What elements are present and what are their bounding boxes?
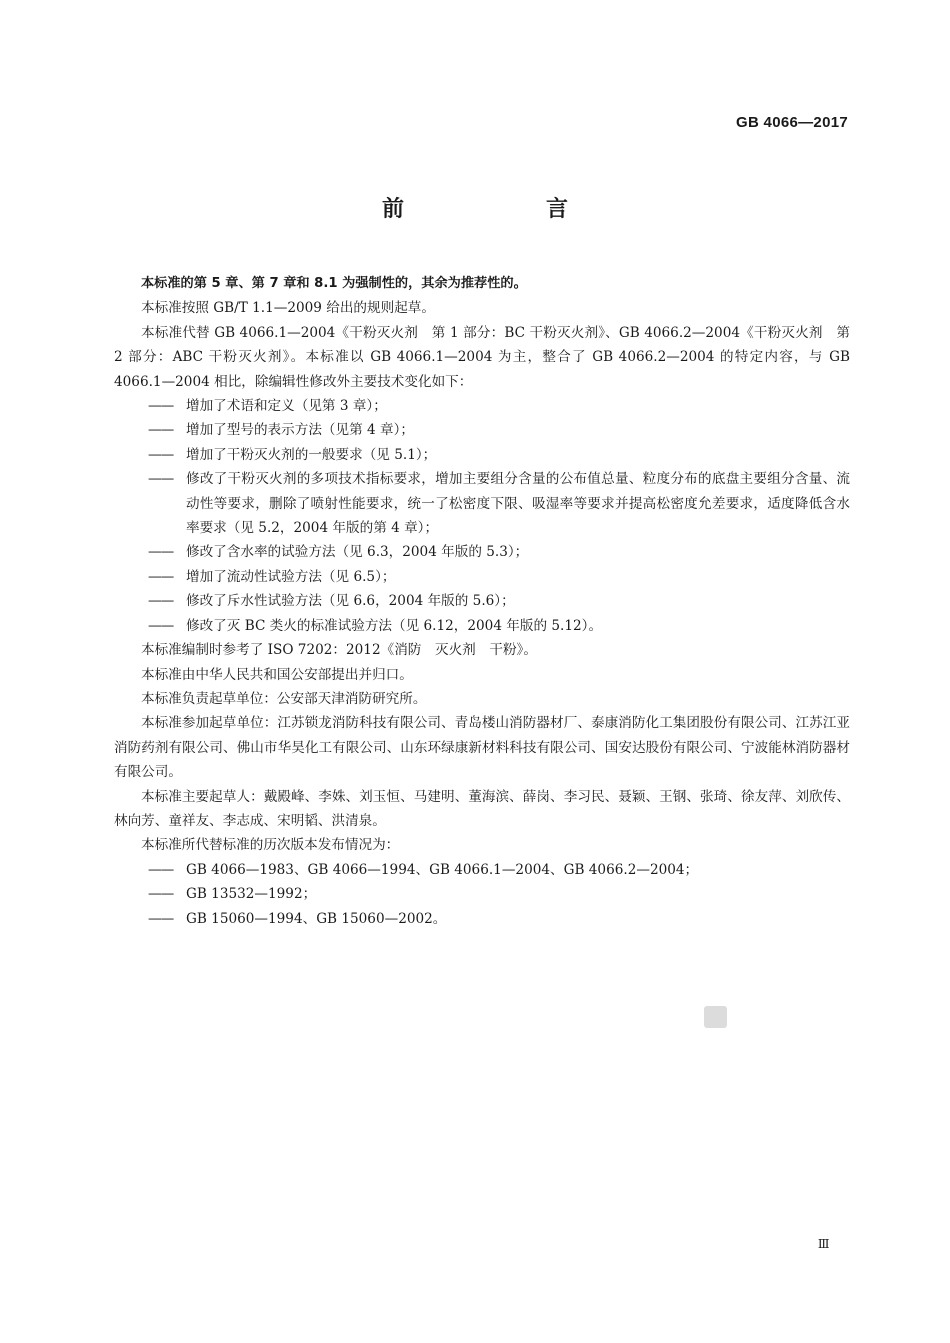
list-item: —— 增加了流动性试验方法（见 6.5）； [114,565,850,589]
standard-code: GB 4066—2017 [735,114,848,131]
list-item: —— 修改了灭 BC 类火的标准试验方法（见 6.12，2004 年版的 5.12）。 [114,614,850,638]
changes-list [114,394,850,638]
list-item: —— GB 15060—1994、GB 15060—2002。 [114,907,850,931]
history-list [114,858,850,931]
paragraph-proposer: 本标准由中华人民共和国公安部提出并归口。 [141,666,413,683]
paragraph-lead-drafter: 本标准负责起草单位：公安部天津消防研究所。 [141,690,427,707]
list-item: —— 增加了干粉灭火剂的一般要求（见 5.1）； [114,443,850,467]
paragraph-history-intro: 本标准所代替标准的历次版本发布情况为： [141,837,400,854]
list-dash: —— [148,544,174,561]
list-item: —— GB 4066—1983、GB 4066—1994、GB 4066.1—2004、GB 4066.2—2004； [114,858,850,882]
paragraph-drafters: 本标准主要起草人：戴殿峰、李姝、刘玉恒、马建明、董海滨、薛岗、李习民、聂颖、王钢、张琦、徐友萍、刘欣传、林向芳、童祥友、李志成、宋明韬、洪清泉。 [114,788,850,829]
list-dash: —— [148,568,174,585]
scan-artifact [704,1006,727,1028]
page-title: 前 言 [381,197,628,222]
list-dash: —— [148,422,174,439]
list-item: —— 修改了干粉灭火剂的多项技术指标要求，增加主要组分含量的公布值总量、粒度分布的底盘主要组分含量、流动性等要求，删除了喷射性能要求，统一了松密度下限、吸湿率等要求并提高松密度允差要求，适度降低含水率要求（见 5.2，2004 年版的第 4 章）； [114,467,850,540]
list-dash: —— [148,446,174,463]
document-body [114,272,850,931]
list-dash: —— [148,617,174,634]
paragraph-mandatory-note: 本标准的第 5 章、第 7 章和 8.1 为强制性的，其余为推荐性的。 [141,276,527,291]
list-dash: —— [148,398,174,415]
list-item: —— GB 13532—1992； [114,882,850,906]
paragraph-participants: 本标准参加起草单位：江苏锁龙消防科技有限公司、青岛楼山消防器材厂、泰康消防化工集团股份有限公司、江苏江亚消防药剂有限公司、佛山市华昊化工有限公司、山东环绿康新材料科技有限公司、国安达股份有限公司、宁波能林消防器材有限公司。 [114,715,850,781]
list-item: —— 增加了术语和定义（见第 3 章）； [114,394,850,418]
paragraph-reference: 本标准编制时参考了 ISO 7202：2012《消防 灭火剂 干粉》。 [141,642,537,659]
paragraph-replacement: 本标准代替 GB 4066.1—2004《干粉灭火剂 第 1 部分：BC 干粉灭火剂》、GB 4066.2—2004《干粉灭火剂 第 2 部分：ABC 干粉灭火剂》。本标准以 GB 4066.1—2004 为主，整合了 GB 4066.2—2004 的特定内容，与 GB 4066.1—2004 相比，除编辑性修改外主要技术变化如下： [114,324,850,390]
list-dash: —— [148,593,174,610]
list-item: —— 修改了斥水性试验方法（见 6.6，2004 年版的 5.6）； [114,589,850,613]
list-dash: —— [148,861,174,878]
list-dash: —— [148,886,174,903]
page-number: Ⅲ [817,1237,830,1251]
list-item: —— 增加了型号的表示方法（见第 4 章）； [114,418,850,442]
list-dash: —— [148,910,174,927]
list-dash: —— [148,471,174,488]
paragraph-drafting-rules: 本标准按照 GB/T 1.1—2009 给出的规则起草。 [141,300,435,317]
list-item: —— 修改了含水率的试验方法（见 6.3，2004 年版的 5.3）； [114,540,850,564]
